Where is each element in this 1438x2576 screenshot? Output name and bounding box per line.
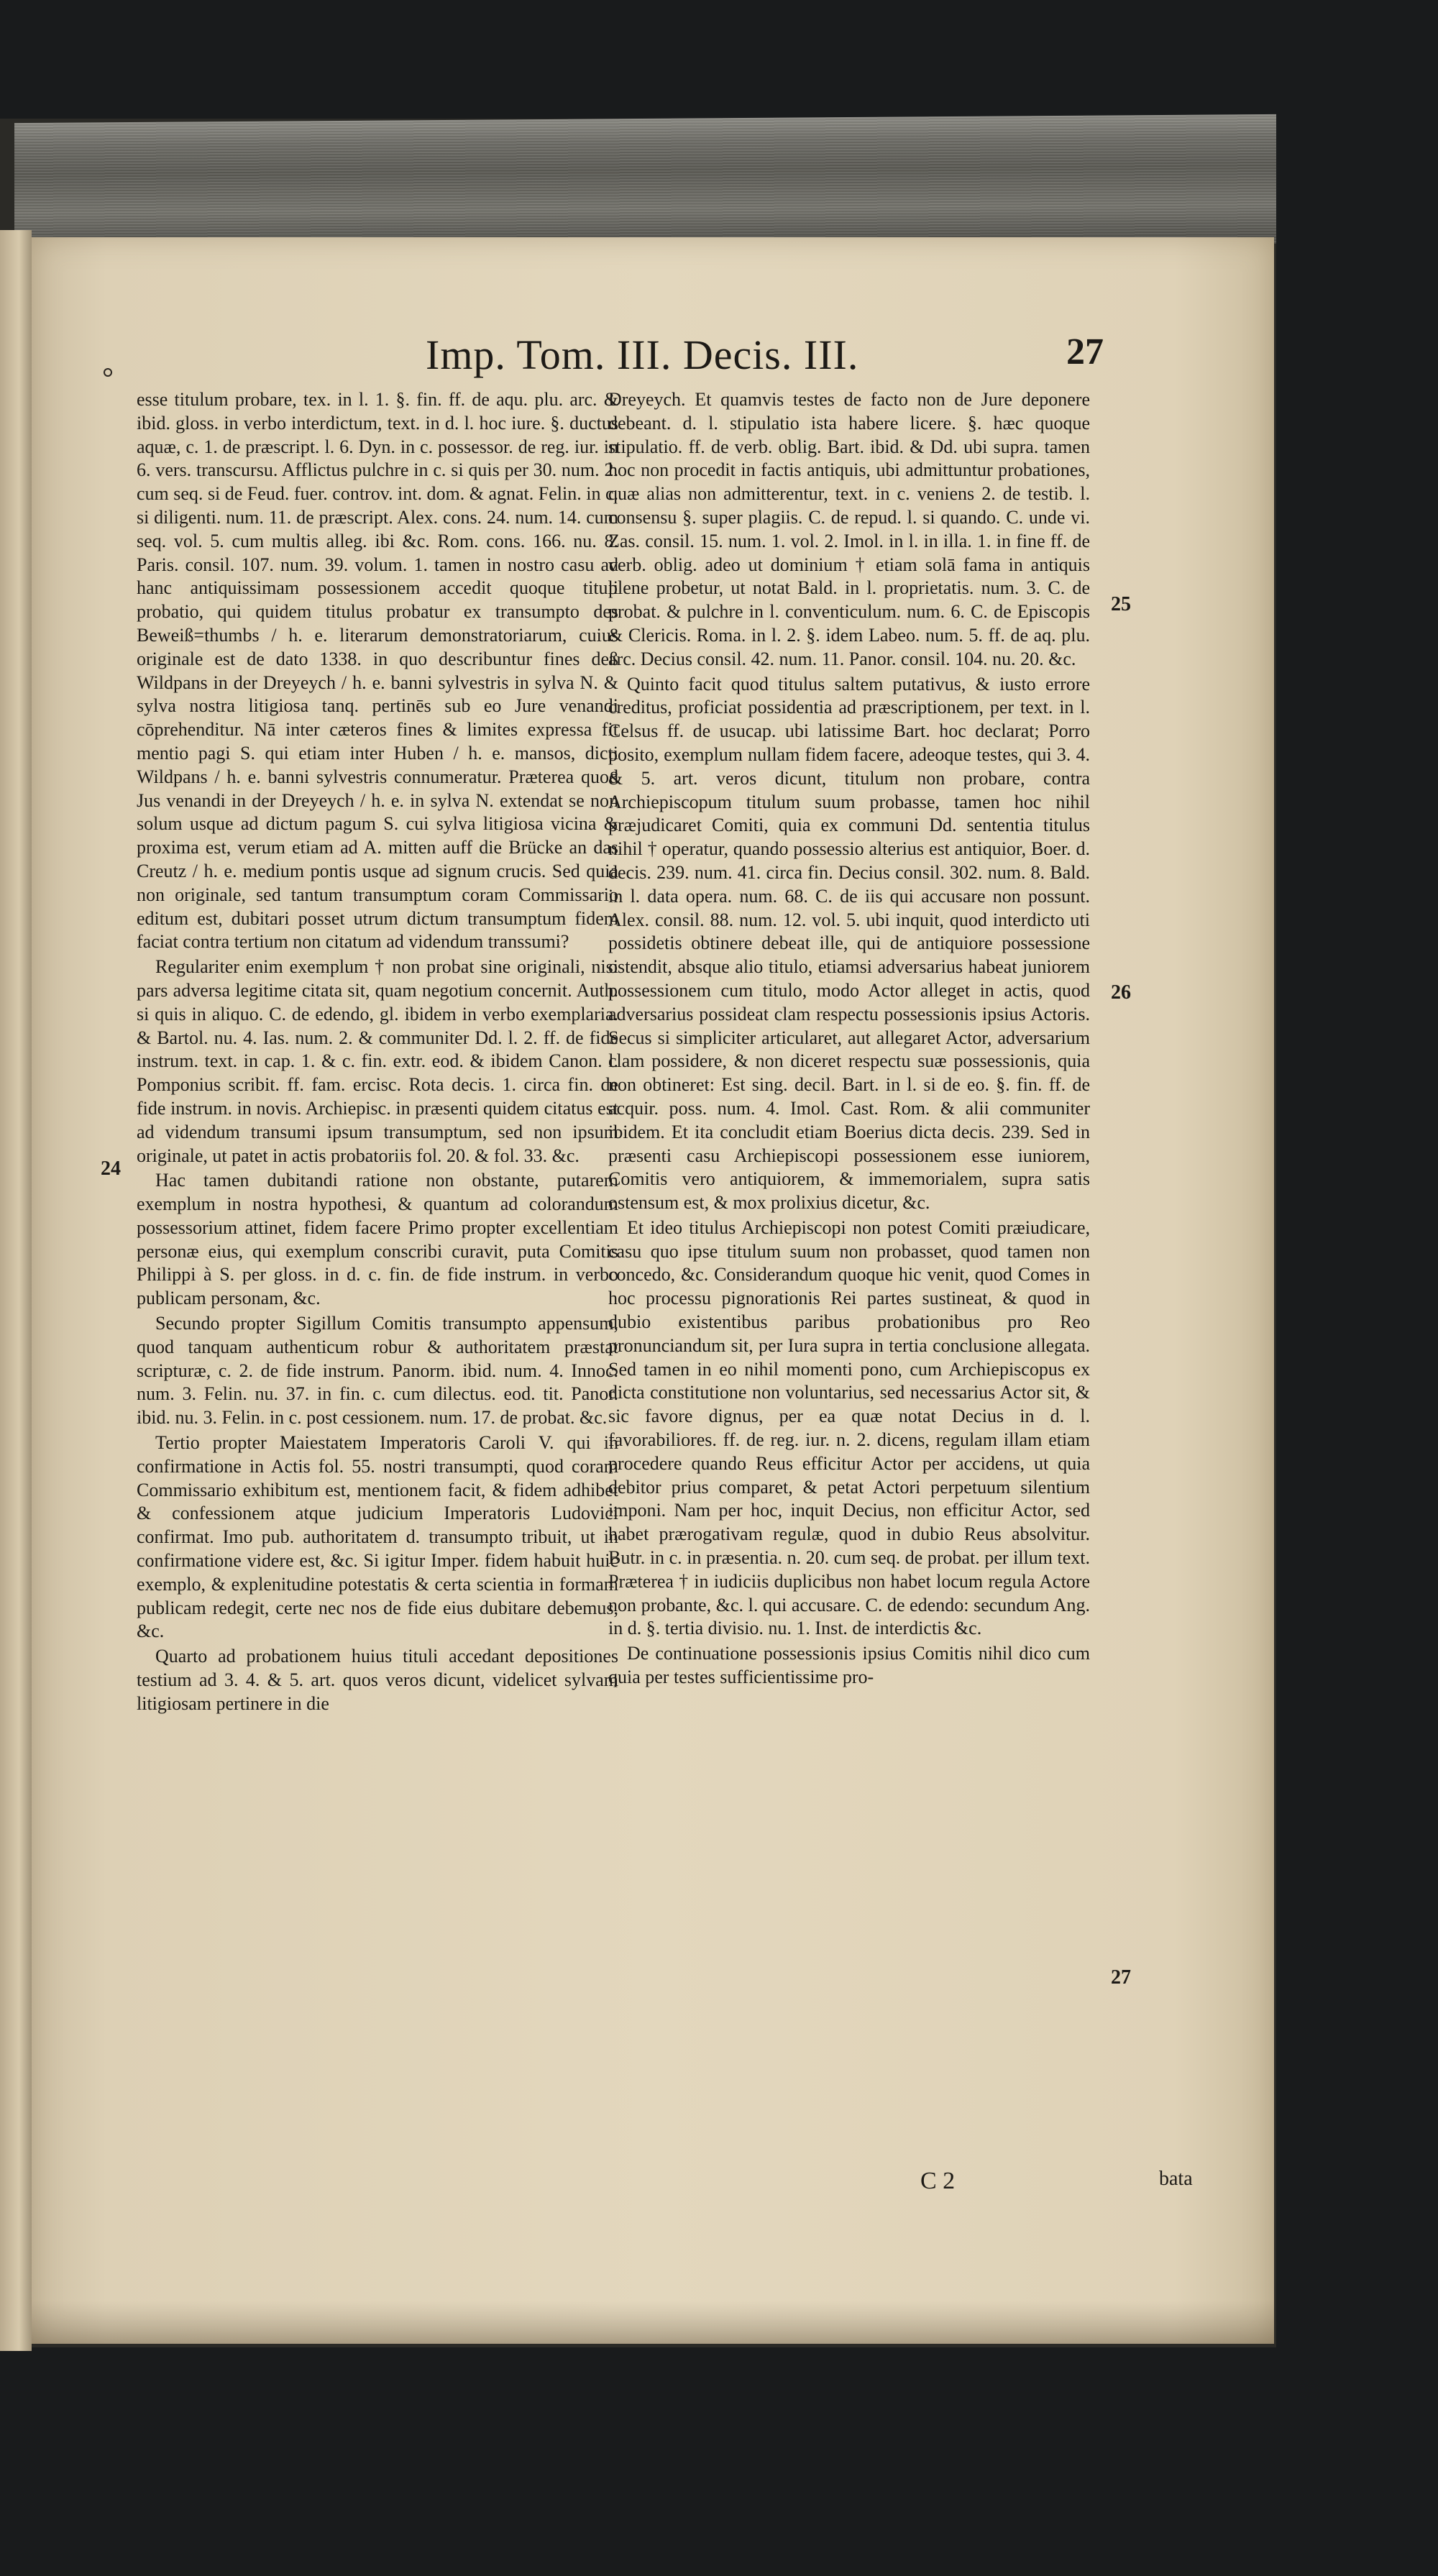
marginal-number: 26 [1111,981,1131,1004]
right-column [608,388,1090,1690]
paragraph: esse titulum probare, tex. in l. 1. §. fin. ff. de aqu. plu. arc. & ibid. gloss. in verbo interdictum, text. in d. l. hoc iure. §. ductus aquæ, c. 1. de præscript. l. 6. Dyn. in c. possessor. de reg. iur. in 6. vers. transcursu. Afflictus pulchre in c. si quis per 30. num. 2. cum seq. si de Feud. fuer. controv. int. dom. & agnat. Felin. in c. si diligenti. num. 11. de præscript. Alex. cons. 24. num. 14. cum seq. vol. 5. cum multis alleg. ibi &c. Rom. cons. 166. nu. 8. Paris. consil. 107. num. 39. volum. 1. tamen in nostro casu ad hanc antiquissimam possessionem accedit quoque tituli probatio, qui quidem titulus probatur ex transumpto des Beweiß=thumbs / h. e. literarum demonstratoriarum, cuius originale est de dato 1338. in quo describuntur fines deß Wildpans in der Dreyeych / h. e. banni sylvestris in sylva N. & sylva nostra litigiosa tanq. pertinēs sub eo Jure venandi cōprehenditur. Nā inter cæteros fines & limites expressa fit mentio pagi S. qui etiam inter Huben / h. e. mansos, dicti Wildpans / h. e. banni sylvestris connumeratur. Præterea quod Jus venandi in der Dreyeych / h. e. in sylva N. extendat se non solum usque ad dictum pagum S. cui sylva litigiosa vicina & proxima est, verum etiam ad A. mitten auff die Brücke an das Creutz / h. e. medium pontis usque ad signum crucis. Sed quia non originale, sed tantum transumptum coram Commissario editum est, dubitari posset utrum dictum transumptum fidem faciat contra tertium non citatum ad videndum transsumi? [137,389,618,953]
page-header [0,331,1438,381]
paragraph: Quarto ad probationem huius tituli accedant depositiones testium ad 3. 4. & 5. art. quos veros dicunt, videlicet sylvam litigiosam pertinere in die [137,1646,618,1714]
paragraph: De continuatione possessionis ipsius Comitis nihil dico cum quia per testes sufficientissime pro- [608,1643,1090,1688]
left-column [137,388,618,1716]
catchword: bata [1159,2168,1193,2190]
marginal-number: 24 [101,1158,121,1180]
paragraph: Regulariter enim exemplum † non probat sine originali, nisi pars adversa legitime citata sit, quam negotium concernit. Auth. si quis in aliquo. C. de edendo, gl. ibidem in verbo exemplaria. & Bartol. nu. 4. Ias. num. 2. & communiter Dd. l. 2. ff. de fide instrum. text. in cap. 1. & c. fin. extr. eod. & ibidem Canon. l. Pomponius scribit. ff. fam. ercisc. Rota decis. 1. circa fin. de fide instrum. in novis. Archiepisc. in præsenti quidem citatus est ad videndum transumi ipsum transumptum, sed non ipsum originale, ut patet in actis probatoriis fol. 20. & fol. 33. &c. [137,956,618,1166]
paragraph: Et ideo titulus Archiepiscopi non potest Comiti præiudicare, casu quo ipse titulum suum non probasset, quod tamen non concedo, &c. Considerandum quoque hic venit, quod Comes in hoc processu pignorationis Rei partes sustineat, & quod in dubio existentibus paribus probationibus pro Reo pronunciandum sit, per Iura supra in tertia conclusione allegata. Sed tamen in eo nihil momenti pono, cum Archiepiscopus ex dicta constitutione non voluntarius, sed necessarius Actor sit, & sic favore dignus, per ea quæ notat Decius in d. l. favorabiliores. ff. de reg. iur. n. 2. dicens, regulam illam etiam procedere quando Reus efficitur Actor per accidens, ut quia debitor prius comparet, & petat Actori perpetuum silentium imponi. Nam per hoc, inquit Decius, non efficitur Actor, sed habet prærogativam regulæ, quod in dubio Reus absolvitur. Butr. in c. in præsentia. n. 20. cum seq. de probat. per illum text. Præterea † in iudiciis duplicibus non habet locum regula Actore non probante, &c. l. qui accusare. C. de edendo: secundum Ang. in d. §. tertia divisio. nu. 1. Inst. de interdictis &c. [608,1216,1090,1639]
marginal-number: 25 [1111,593,1131,615]
page-edges [14,114,1276,252]
paragraph: Quinto facit quod titulus saltem putativus, & iusto errore creditus, proficiat possidentia ad præscriptionem, per text. in l. Celsus ff. de usucap. ubi latissime Bart. hoc declarat; Porro posito, exemplum nullam fidem facere, adeoque testes, qui 3. 4. & 5. art. veros dicunt, titulum non probare, contra Archiepiscopum titulum suum probasse, tamen hoc nihil præjudicaret Comiti, quia ex communi Dd. sententia titulus nihil † operatur, quando possessio alterius est antiquior, Boer. d. decis. 239. num. 41. circa fin. Decius consil. 302. num. 8. Bald. in l. data opera. num. 68. C. de iis qui accusare non possunt. Alex. consil. 88. num. 12. vol. 5. ubi inquit, quod interdicto uti possidetis obtinere debeat ille, qui de antiquiore possessione ostendit, absque alio titulo, etiamsi adversarius habeat juniorem possessionem cum titulo, modo Actor alleget in actis, quod adversarius possideat clam respectu possessionis ipsius Actoris. Secus si simpliciter articularet, aut allegaret Actor, adversarium clam possidere, & non diceret respectu suæ possessionis, quia non obtineret: Est sing. decil. Bart. in l. si de eo. §. fin. ff. de acquir. poss. num. 4. Imol. Cast. Rom. & alii communiter ibidem. Et ita concludit etiam Boerius dicta decis. 239. Sed in præsenti casu Archiepiscopi possessionem esse iuniorem, Comitis vero antiquiorem, & immemorialem, supra satis ostensum est, & mox prolixius dicetur, &c. [608,673,1090,1214]
paragraph: Tertio propter Maiestatem Imperatoris Caroli V. qui in confirmatione in Actis fol. 55. nostri transumpti, quod coram Commissario exhibitum est, mentionem facit, & fidem adhibet & confessionem atque judicium Imperatoris Ludovici confirmat. Imo pub. authoritatem d. transumpto tribuit, ut in confirmatione videre est, &c. Si igitur Imper. fidem habuit huic exemplo, & explenitudine potestatis & certa scientia in formam publicam redegit, certe nec nos de fide eius dubitare debemus, &c. [137,1432,618,1642]
signature-mark: C 2 [920,2168,956,2194]
marginal-number: 27 [1111,1966,1131,1989]
left-page-edge [0,230,32,2351]
page-shadow [32,2301,1274,2344]
running-title: Imp. Tom. III. Decis. III. [426,331,859,378]
folio-number: 27 [1066,331,1104,372]
paragraph: Secundo propter Sigillum Comitis transumpto appensum, quod tanquam authenticum robur & authoritatem præstat scripturæ, c. 2. de fide instrum. Panorm. ibid. num. 4. Innoc. num. 3. Felin. nu. 37. in fin. c. cum dilectus. eod. tit. Panor. ibid. nu. 3. Felin. in c. post cessionem. num. 17. de probat. &c. [137,1313,618,1429]
paragraph: Hac tamen dubitandi ratione non obstante, putarem exemplum in nostra hypothesi, & quantum ad colorandum possessorium attinet, fidem facere Primo propter excellentiam personæ eius, qui exemplum conscribi curavit, puta Comitis Philippi à S. per gloss. in d. c. fin. de fide instrum. in verbo publicam personam, &c. [137,1170,618,1309]
paragraph: Dreyeych. Et quamvis testes de facto non de Jure deponere debeant. d. l. stipulatio ista habere licere. §. hæc quoque stipulatio. ff. de verb. oblig. Bart. ibid. & Dd. ubi supra. tamen hoc non procedit in factis antiquis, ubi admittuntur probationes, quæ alias non admitterentur, text. in c. veniens 2. de testib. l. consensu §. super plagiis. C. de repud. l. si quando. C. unde vi. Zas. consil. 15. num. 1. vol. 2. Imol. in l. in illa. 1. in fine ff. de verb. oblig. adeo ut dominium † etiam solā fama in antiquis plene probetur, ut notat Bald. in l. proprietatis. num. 3. C. de probat. & pulchre in l. conventiculum. num. 6. C. de Episcopis & Clericis. Roma. in l. 2. §. idem Labeo. num. 5. ff. de aq. plu. arc. Decius consil. 42. num. 11. Panor. consil. 104. nu. 20. &c. [608,389,1090,669]
